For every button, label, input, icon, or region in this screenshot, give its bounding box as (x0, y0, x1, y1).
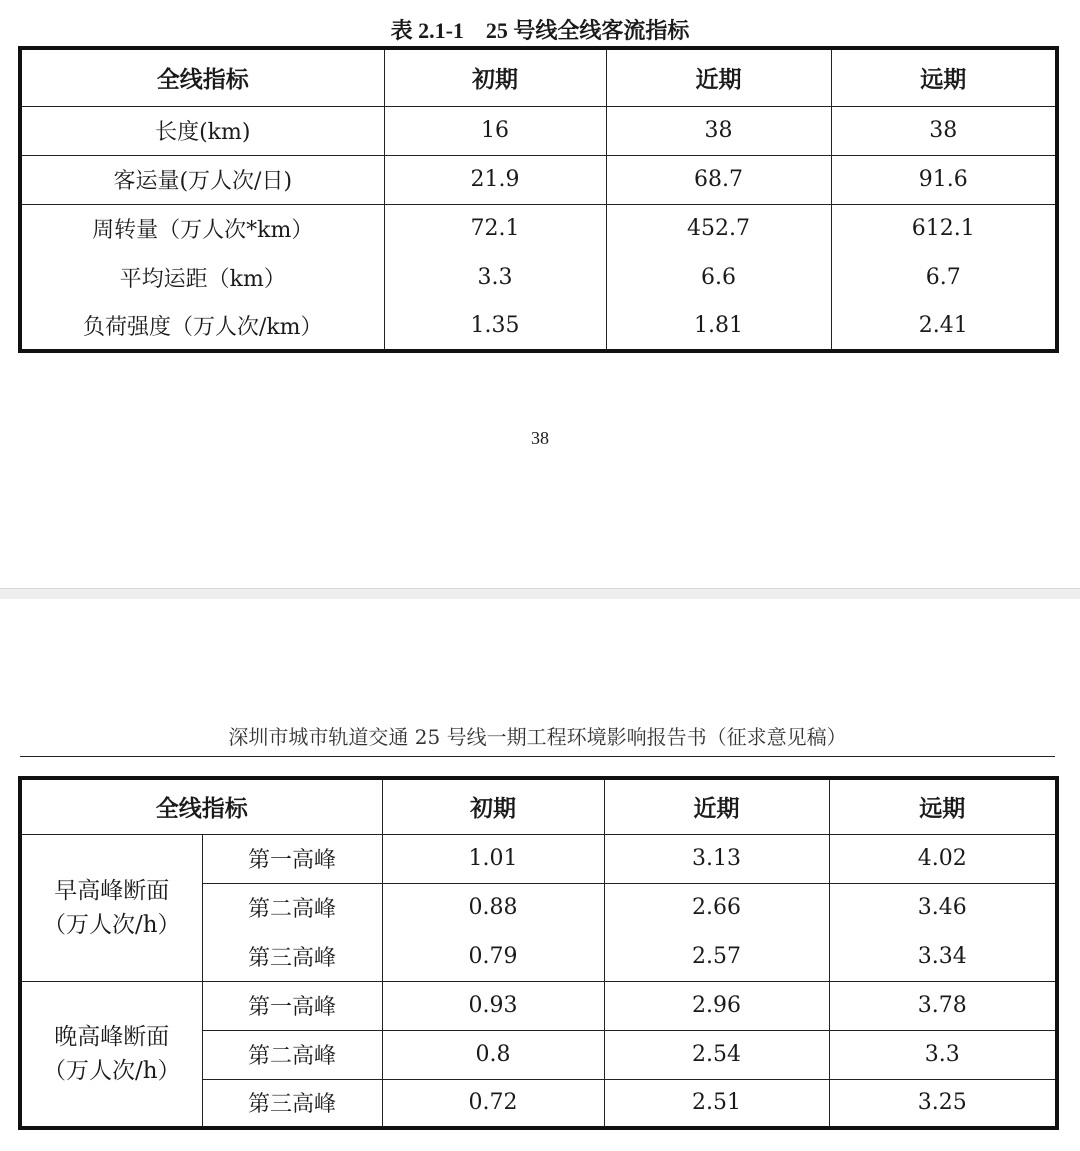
group-label-morning (20, 834, 202, 981)
peak-label: 第一高峰 (202, 981, 382, 1030)
cell-value: 6.7 (831, 253, 1057, 302)
cell-value: 1.81 (606, 302, 831, 351)
cell-value: 2.96 (604, 981, 829, 1030)
peak-label: 第三高峰 (202, 932, 382, 981)
cell-value: 2.51 (604, 1079, 829, 1128)
header-near-term: 近期 (604, 778, 829, 834)
header-near-term: 近期 (606, 48, 831, 106)
table-row (20, 253, 1057, 302)
row-label: 客运量(万人次/日) (20, 155, 384, 204)
header-indicator: 全线指标 (20, 48, 384, 106)
row-label: 平均运距（km） (20, 253, 384, 302)
table-row (20, 204, 1057, 253)
cell-value: 68.7 (606, 155, 831, 204)
page-number: 38 (531, 428, 549, 448)
cell-value: 16 (384, 106, 606, 155)
group-label-line: 晚高峰断面 (54, 1023, 170, 1050)
running-header: 深圳市城市轨道交通 25 号线一期工程环境影响报告书（征求意见稿） (20, 721, 1055, 757)
cell-value: 3.3 (384, 253, 606, 302)
group-label-evening (20, 981, 202, 1128)
cell-value: 21.9 (384, 155, 606, 204)
cell-value: 612.1 (831, 204, 1057, 253)
cell-value: 2.66 (604, 883, 829, 932)
cell-value: 0.72 (382, 1079, 604, 1128)
table-row (20, 106, 1057, 155)
cell-value: 3.3 (829, 1030, 1057, 1079)
cell-value: 1.35 (384, 302, 606, 351)
header-indicator: 全线指标 (20, 778, 382, 834)
peak-label: 第二高峰 (202, 883, 382, 932)
peak-label: 第二高峰 (202, 1030, 382, 1079)
cell-value: 3.25 (829, 1079, 1057, 1128)
cell-value: 3.34 (829, 932, 1057, 981)
cell-value: 0.88 (382, 883, 604, 932)
row-label: 周转量（万人次*km） (20, 204, 384, 253)
cell-value: 6.6 (606, 253, 831, 302)
peak-section-table (18, 776, 1059, 1130)
cell-value: 2.57 (604, 932, 829, 981)
cell-value: 0.79 (382, 932, 604, 981)
cell-value: 4.02 (829, 834, 1057, 883)
table-row (20, 302, 1057, 351)
cell-value: 2.54 (604, 1030, 829, 1079)
cell-value: 2.41 (831, 302, 1057, 351)
cell-value: 3.78 (829, 981, 1057, 1030)
header-long-term: 远期 (831, 48, 1057, 106)
table-header-row (20, 48, 1057, 106)
cell-value: 0.93 (382, 981, 604, 1030)
cell-value: 91.6 (831, 155, 1057, 204)
header-initial: 初期 (382, 778, 604, 834)
table-row (20, 155, 1057, 204)
group-label-unit: （万人次/h） (42, 911, 181, 938)
row-label: 长度(km) (20, 106, 384, 155)
table-row (20, 834, 1057, 883)
cell-value: 3.46 (829, 883, 1057, 932)
row-label: 负荷强度（万人次/km） (20, 302, 384, 351)
cell-value: 38 (831, 106, 1057, 155)
table-caption: 表 2.1-1 25 号线全线客流指标 (390, 18, 690, 43)
document-page-39 (0, 599, 1080, 1151)
group-label-unit: （万人次/h） (42, 1057, 181, 1084)
table-header-row (20, 778, 1057, 834)
cell-value: 1.01 (382, 834, 604, 883)
cell-value: 3.13 (604, 834, 829, 883)
cell-value: 452.7 (606, 204, 831, 253)
header-long-term: 远期 (829, 778, 1057, 834)
group-label-line: 早高峰断面 (54, 877, 170, 904)
cell-value: 72.1 (384, 204, 606, 253)
peak-label: 第三高峰 (202, 1079, 382, 1128)
table-row (20, 981, 1057, 1030)
peak-label: 第一高峰 (202, 834, 382, 883)
ridership-indicators-table (18, 46, 1059, 353)
cell-value: 38 (606, 106, 831, 155)
header-initial: 初期 (384, 48, 606, 106)
cell-value: 0.8 (382, 1030, 604, 1079)
